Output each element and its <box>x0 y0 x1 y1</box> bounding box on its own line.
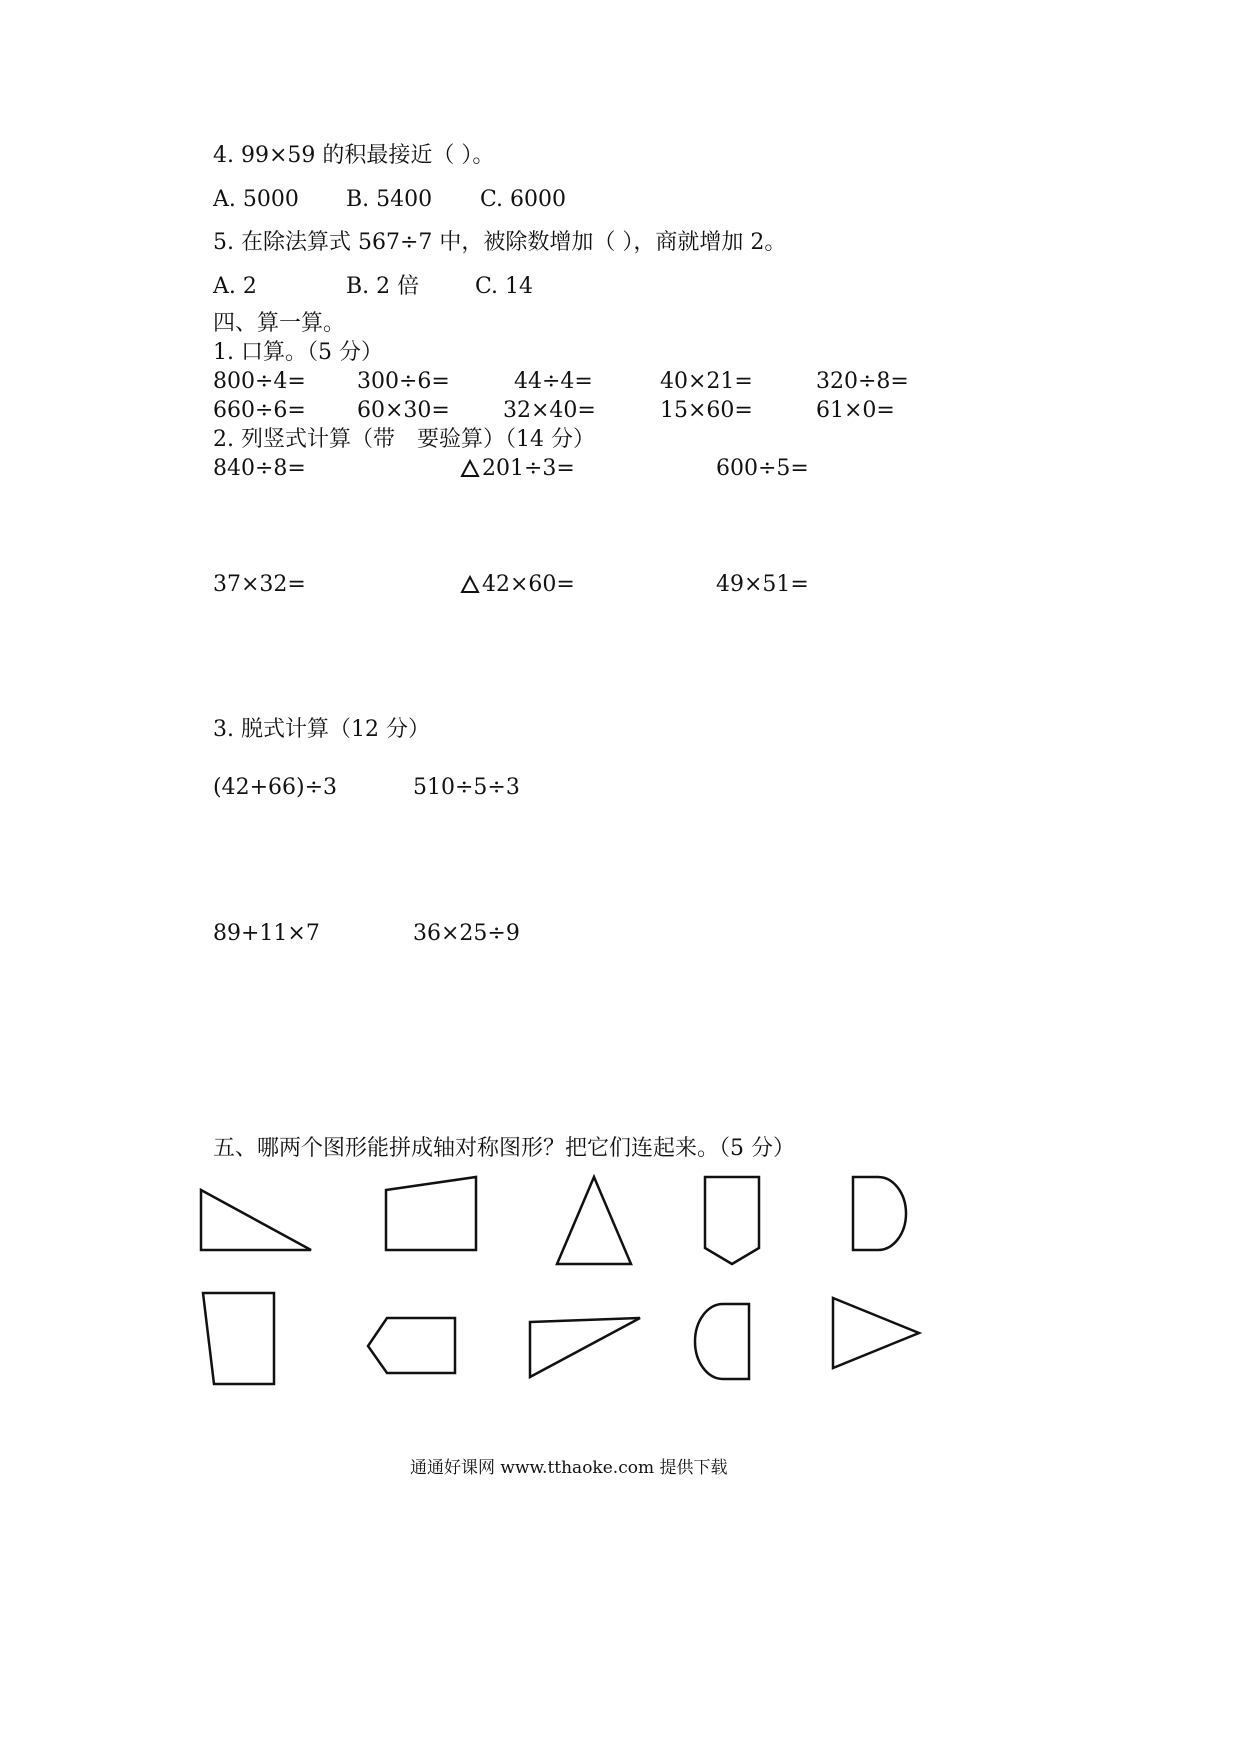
trapezoid-shape <box>386 1177 476 1250</box>
arrow-pentagon-shape <box>368 1318 455 1373</box>
oral-item: 44÷4= <box>514 369 593 394</box>
vertical-item-label: 201÷3= <box>482 456 575 481</box>
oral-item: 60×30= <box>357 398 450 423</box>
q4-option-b: B. 5400 <box>346 187 433 212</box>
oral-item: 300÷6= <box>357 369 450 394</box>
vertical-item: 840÷8= <box>213 456 306 481</box>
stepwise-title: 3. 脱式计算（12 分） <box>213 717 430 742</box>
stepwise-item: 36×25÷9 <box>413 921 520 946</box>
q5-stem: 5. 在除法算式 567÷7 中，被除数增加（ ），商就增加 2。 <box>213 230 787 255</box>
section5-title: 五、哪两个图形能拼成轴对称图形？把它们连起来。（5 分） <box>213 1136 795 1161</box>
oral-item: 61×0= <box>816 398 895 423</box>
stepwise-item: (42+66)÷3 <box>213 775 338 800</box>
q4-stem: 4. 99×59 的积最接近（ ）。 <box>213 143 495 168</box>
vertical-item: 600÷5= <box>716 456 809 481</box>
q5-option-b: B. 2 倍 <box>346 274 420 299</box>
vertical-item: 49×51= <box>716 572 809 597</box>
oral-title: 1. 口算。（5 分） <box>213 340 383 365</box>
oral-item: 32×40= <box>503 398 596 423</box>
oral-item: 800÷4= <box>213 369 306 394</box>
vertical-calc-title: 2. 列竖式计算（带 要验算）（14 分） <box>213 427 595 452</box>
vertical-item-label: 42×60= <box>482 572 575 597</box>
page-footer: 通通好课网 www.tthaoke.com 提供下载 <box>410 1458 728 1478</box>
oral-item: 40×21= <box>660 369 753 394</box>
semicircle-left-shape <box>695 1304 749 1379</box>
right-trapezoid-shape <box>203 1293 274 1384</box>
isosceles-triangle-shape <box>557 1177 631 1264</box>
q4-option-a: A. 5000 <box>213 187 299 212</box>
section4-title: 四、算一算。 <box>213 311 346 336</box>
right-pointing-triangle-shape <box>833 1298 919 1368</box>
right-triangle-shape <box>201 1190 311 1250</box>
stepwise-item: 89+11×7 <box>213 921 320 946</box>
q5-option-c: C. 14 <box>475 274 534 299</box>
stepwise-item: 510÷5÷3 <box>413 775 520 800</box>
vertical-item: 37×32= <box>213 572 306 597</box>
oral-item: 660÷6= <box>213 398 306 423</box>
semicircle-right-shape <box>853 1177 906 1250</box>
q5-option-a: A. 2 <box>213 274 257 299</box>
oral-item: 15×60= <box>660 398 753 423</box>
pentagon-shield-shape <box>705 1177 759 1264</box>
q4-option-c: C. 6000 <box>480 187 567 212</box>
oral-item: 320÷8= <box>816 369 909 394</box>
flat-triangle-shape <box>530 1318 640 1377</box>
